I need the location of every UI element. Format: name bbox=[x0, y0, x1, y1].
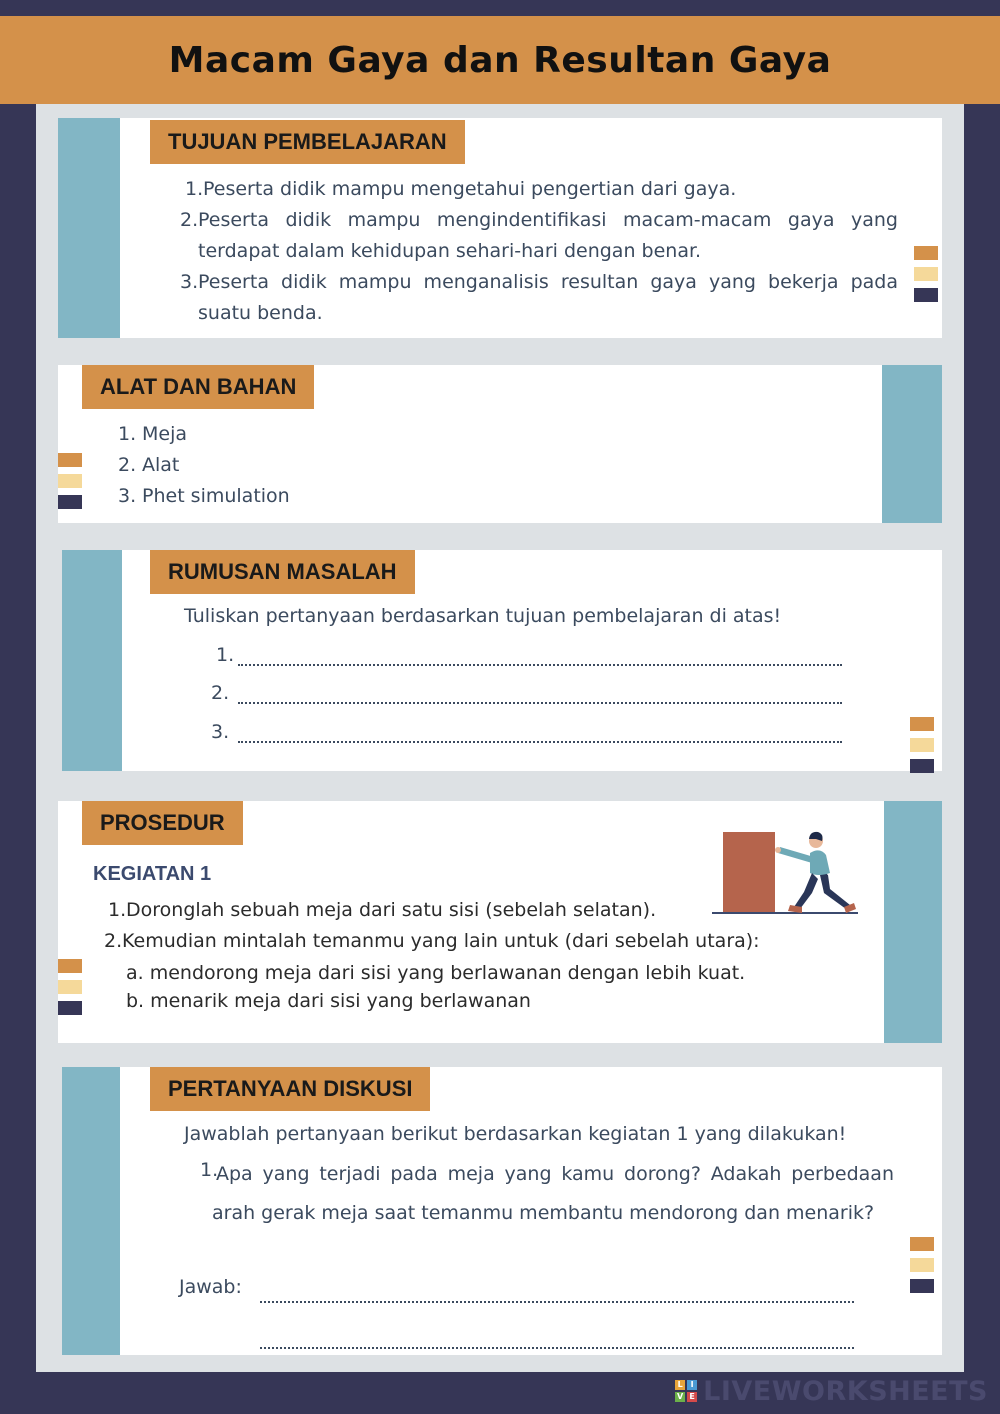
title-banner bbox=[0, 16, 1000, 104]
list-text: Meja bbox=[142, 423, 188, 445]
diskusi-instruction: Jawablah pertanyaan berikut berdasarkan kegiatan 1 yang dilakukan! bbox=[184, 1123, 847, 1145]
list-number: 3. bbox=[180, 271, 199, 293]
prosedur-substep: b. menarik meja dari sisi yang berlawanan bbox=[126, 990, 531, 1012]
tujuan-list bbox=[180, 174, 900, 329]
answer-line[interactable] bbox=[238, 702, 842, 704]
list-item bbox=[118, 481, 618, 512]
list-number: 2. bbox=[118, 454, 137, 476]
brand-name: LIVEWORKSHEETS bbox=[703, 1375, 988, 1407]
decorative-stripe bbox=[884, 801, 942, 1043]
decorative-stripe bbox=[58, 118, 120, 338]
diskusi-question-number: 1. bbox=[200, 1159, 219, 1181]
list-text: Doronglah sebuah meja dari satu sisi (sebelah selatan). bbox=[126, 899, 657, 921]
list-text: Kemudian mintalah temanmu yang lain untuk (dari sebelah utara): bbox=[122, 930, 760, 952]
logo-letter: E bbox=[687, 1392, 697, 1402]
answer-label: Jawab: bbox=[179, 1276, 242, 1298]
section-heading-tujuan: TUJUAN PEMBELAJARAN bbox=[150, 120, 465, 164]
liveworksheets-logo bbox=[675, 1374, 988, 1408]
prosedur-card bbox=[58, 801, 942, 1043]
decorative-squares bbox=[910, 1237, 934, 1300]
rumusan-instruction: Tuliskan pertanyaan berdasarkan tujuan pembelajaran di atas! bbox=[184, 605, 782, 627]
decorative-squares bbox=[58, 453, 82, 516]
logo-letter: V bbox=[677, 1392, 684, 1401]
list-number: 1. bbox=[108, 899, 127, 921]
page-title: Macam Gaya dan Resultan Gaya bbox=[168, 39, 832, 81]
list-text: Peserta didik mampu mengindentifikasi macam-macam gaya yang terdapat dalam kehidupan sehari-hari dengan benar. bbox=[198, 209, 898, 262]
list-text: Alat bbox=[142, 454, 180, 476]
diskusi-card bbox=[62, 1067, 942, 1355]
list-number: 1. bbox=[185, 178, 204, 200]
list-number: 3. bbox=[118, 485, 137, 507]
list-number: 1. bbox=[118, 423, 137, 445]
decorative-stripe bbox=[62, 1067, 120, 1355]
answer-line[interactable] bbox=[260, 1301, 854, 1303]
list-text: Peserta didik mampu menganalisis resultan gaya yang bekerja pada suatu benda. bbox=[198, 271, 898, 324]
list-number: 2. bbox=[104, 930, 123, 952]
diskusi-question: Apa yang terjadi pada meja yang kamu dorong? Adakah perbedaan arah gerak meja saat temanmu membantu mendorong dan menarik? bbox=[212, 1163, 894, 1224]
section-heading-rumusan: RUMUSAN MASALAH bbox=[150, 550, 415, 594]
decorative-stripe bbox=[62, 550, 122, 771]
blank-number: 1. bbox=[216, 644, 235, 666]
answer-line[interactable] bbox=[238, 741, 842, 743]
rumusan-card bbox=[62, 550, 942, 771]
list-text: Phet simulation bbox=[142, 485, 290, 507]
list-item bbox=[118, 450, 618, 481]
kegiatan-title: KEGIATAN 1 bbox=[93, 863, 212, 885]
blank-number: 2. bbox=[211, 682, 230, 704]
logo-letter: L bbox=[675, 1380, 685, 1390]
section-heading-diskusi: PERTANYAAN DISKUSI bbox=[150, 1067, 430, 1111]
answer-line[interactable] bbox=[260, 1347, 854, 1349]
decorative-squares bbox=[910, 717, 934, 780]
decorative-stripe bbox=[882, 365, 942, 523]
tujuan-card bbox=[58, 118, 942, 338]
answer-line[interactable] bbox=[238, 664, 842, 666]
prosedur-substep: a. mendorong meja dari sisi yang berlawanan dengan lebih kuat. bbox=[126, 962, 746, 984]
blank-number: 3. bbox=[211, 721, 230, 743]
pushing-box-illustration bbox=[710, 817, 860, 917]
logo-icon bbox=[675, 1380, 697, 1402]
list-item bbox=[104, 926, 824, 957]
alat-card bbox=[58, 365, 942, 523]
list-item bbox=[180, 267, 900, 329]
section-heading-alat: ALAT DAN BAHAN bbox=[82, 365, 314, 409]
list-item bbox=[118, 419, 618, 450]
list-item bbox=[180, 174, 900, 205]
decorative-squares bbox=[914, 246, 938, 309]
logo-letter: I bbox=[687, 1380, 697, 1390]
alat-list bbox=[118, 419, 618, 512]
decorative-squares bbox=[58, 959, 82, 1022]
section-heading-prosedur: PROSEDUR bbox=[82, 801, 243, 845]
list-item bbox=[180, 205, 900, 267]
list-text: Peserta didik mampu mengetahui pengertian dari gaya. bbox=[203, 178, 737, 200]
list-number: 2. bbox=[180, 209, 199, 231]
